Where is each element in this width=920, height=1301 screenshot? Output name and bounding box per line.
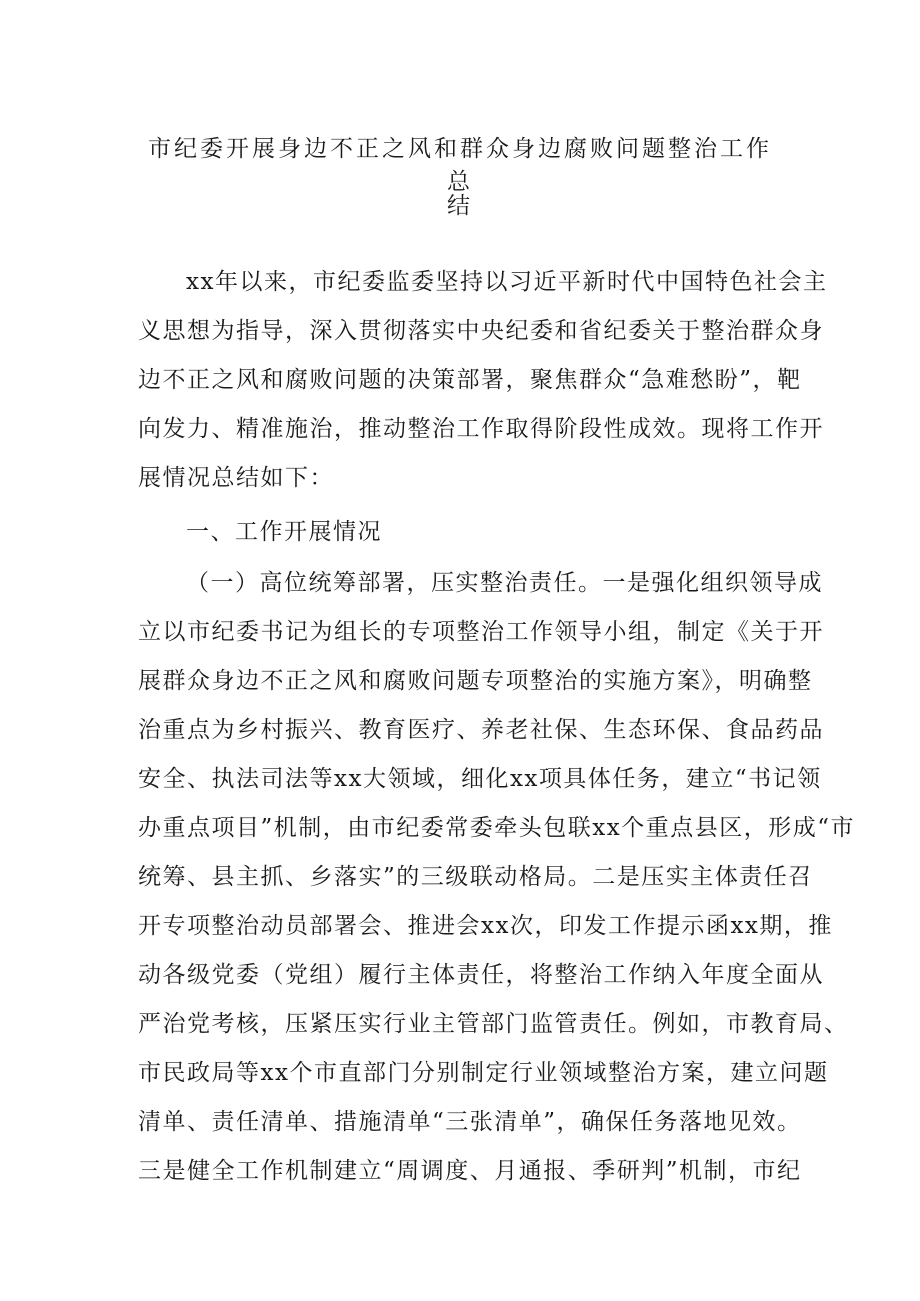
body-line: xx年以来，市纪委监委坚持以习近平新时代中国特色社会主 [186, 269, 828, 295]
body-line: 安全、执法司法等xx大领域，细化xx项具体任务，建立“书记领 [138, 766, 822, 792]
body-line: 市民政局等xx个市直部门分别制定行业领域整治方案，建立问题 [138, 1060, 829, 1086]
body-line: 治重点为乡村振兴、教育医疗、养老社保、生态环保、食品药品 [138, 717, 824, 743]
section-heading: 一、工作开展情况 [186, 519, 382, 545]
body-line: 边不正之风和腐败问题的决策部署，聚焦群众“急难愁盼”，靶 [138, 367, 802, 393]
body-line: 严治党考核，压紧压实行业主管部门监管责任。例如，市教育局、 [138, 1011, 849, 1037]
body-line: 立以市纪委书记为组长的专项整治工作领导小组，制定《关于开 [138, 619, 824, 645]
body-line: 办重点项目”机制，由市纪委常委牵头包联xx个重点县区，形成“市 [138, 815, 855, 841]
body-line: 向发力、精准施治，推动整治工作取得阶段性成效。现将工作开 [138, 416, 824, 442]
body-line: 动各级党委（党组）履行主体责任，将整治工作纳入年度全面从 [138, 962, 824, 988]
body-line: 展情况总结如下： [138, 465, 334, 491]
body-line: （一）高位统筹部署，压实整治责任。一是强化组织领导成 [186, 570, 823, 596]
document-title-line-2: 结 [447, 193, 473, 219]
body-line: 开专项整治动员部署会、推进会xx次，印发工作提示函xx期，推 [138, 913, 833, 939]
body-line: 义思想为指导，深入贯彻落实中央纪委和省纪委关于整治群众身 [138, 318, 824, 344]
document-title-line-1: 市纪委开展身边不正之风和群众身边腐败问题整治工作总 [148, 136, 772, 195]
body-line: 三是健全工作机制建立“周调度、月通报、季研判”机制，市纪 [138, 1158, 802, 1184]
body-line: 清单、责任清单、措施清单“三张清单”，确保任务落地见效。 [138, 1109, 802, 1135]
body-line: 展群众身边不正之风和腐败问题专项整治的实施方案》，明确整 [138, 668, 813, 694]
body-line: 统筹、县主抓、乡落实”的三级联动格局。二是压实主体责任召 [138, 864, 813, 890]
